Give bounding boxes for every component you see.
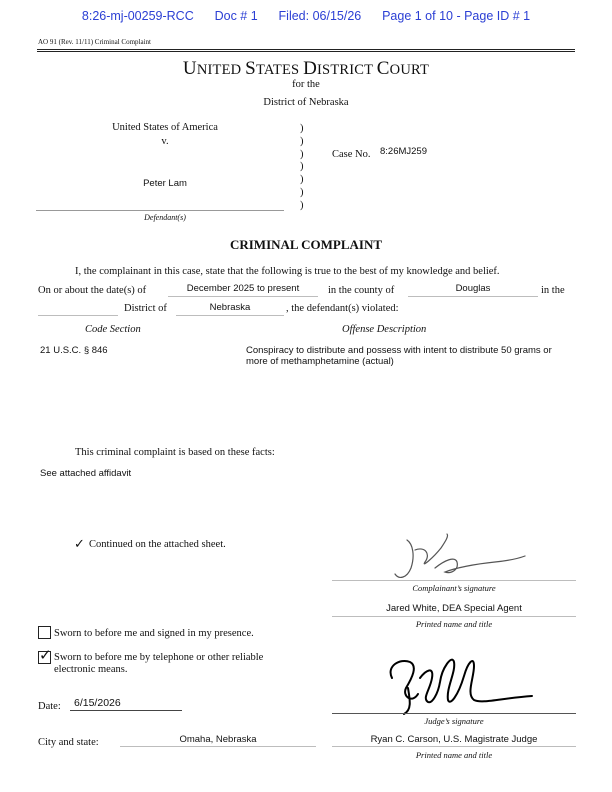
complainant-name-line [332, 616, 576, 617]
offense-date-value: December 2025 to present [186, 283, 300, 294]
district-name: District of Nebraska [263, 97, 349, 108]
code-section-header: Code Section [85, 324, 141, 335]
complaint-title: CRIMINAL COMPLAINT [229, 237, 383, 252]
date-line [70, 710, 182, 711]
offense-date-line [168, 296, 318, 297]
date-value: 6/15/2026 [74, 697, 121, 709]
form-identifier: AO 91 (Rev. 11/11) Criminal Complaint [38, 38, 151, 46]
case-reference: 8:26-mj-00259-RCC [81, 9, 194, 23]
document-number: Doc # 1 [214, 9, 258, 23]
telephone-option-line2: electronic means. [54, 664, 128, 675]
district-line [176, 315, 284, 316]
on-or-about-label: On or about the date(s) of [38, 285, 147, 296]
city-state-label: City and state: [38, 737, 99, 748]
telephone-checkbox[interactable] [38, 648, 52, 664]
complainant-signature-line [332, 580, 576, 581]
printed-name-label: Printed name and title [415, 619, 493, 629]
filing-stamp [0, 9, 612, 23]
offense-description-header: Offense Description [342, 324, 427, 335]
offense-description-line2: more of methamphetamine (actual) [246, 356, 394, 367]
judge-printed-name-label: Printed name and title [415, 750, 493, 760]
city-state-line [120, 746, 316, 747]
county-label: in the county of [328, 285, 395, 296]
county-line [408, 296, 538, 297]
filed-date: Filed: 06/15/26 [278, 9, 362, 23]
page-id: Page 1 of 10 - Page ID # 1 [382, 9, 531, 23]
district-value: Nebraska [209, 302, 251, 313]
judge-name: Ryan C. Carson, U.S. Magistrate Judge [370, 734, 538, 745]
based-on-facts-text: This criminal complaint is based on these facts: [75, 447, 275, 458]
offense-description-line1: Conspiracy to distribute and possess with intent to distribute 50 grams or [246, 345, 552, 356]
complaint-intro: I, the complainant in this case, state that the following is true to the best of my knowledge and belief. [75, 266, 500, 277]
defendant-line [36, 210, 284, 211]
facts-value: See attached affidavit [40, 468, 132, 479]
case-number-label: Case No. [332, 149, 371, 160]
check-icon: ✓ [39, 648, 52, 664]
continued-check-icon: ✓ [74, 536, 85, 551]
court-title: UNITED STATES DISTRICT COURT [182, 58, 430, 79]
city-state-value: Omaha, Nebraska [179, 734, 257, 745]
defendant-label: Defendant(s) [144, 213, 186, 222]
case-number-value: 8:26MJ259 [380, 146, 428, 157]
in-the-label: in the [541, 285, 565, 296]
continued-text: Continued on the attached sheet. [89, 539, 226, 550]
complainant-name: Jared White, DEA Special Agent [386, 603, 522, 614]
complainant-signature-image [385, 528, 535, 588]
for-the-text: for the [292, 79, 320, 90]
judge-signature-image [382, 648, 542, 718]
judge-name-line [332, 746, 576, 747]
caption-parentheses: ) ) ) ) ) ) ) [300, 123, 304, 211]
top-rule [37, 49, 575, 50]
defendant-name: Peter Lam [143, 178, 187, 189]
presence-option-text: Sworn to before me and signed in my presence. [54, 628, 254, 639]
county-value: Douglas [455, 283, 491, 294]
top-rule-double [37, 51, 575, 52]
code-section-value: 21 U.S.C. § 846 [40, 345, 108, 356]
judge-signature-line [332, 713, 576, 714]
complainant-signature-label: Complainant’s signature [412, 583, 496, 593]
date-label: Date: [38, 701, 61, 712]
presence-checkbox[interactable] [38, 626, 51, 639]
plaintiff-name: United States of America [112, 122, 218, 133]
judge-signature-label: Judge’s signature [424, 716, 484, 726]
telephone-option-line1: Sworn to before me by telephone or other reliable [54, 652, 264, 663]
violated-text: , the defendant(s) violated: [286, 303, 399, 314]
district-of-label: District of [124, 303, 167, 314]
versus-text: v. [161, 136, 169, 147]
district-prefix-line [38, 315, 118, 316]
